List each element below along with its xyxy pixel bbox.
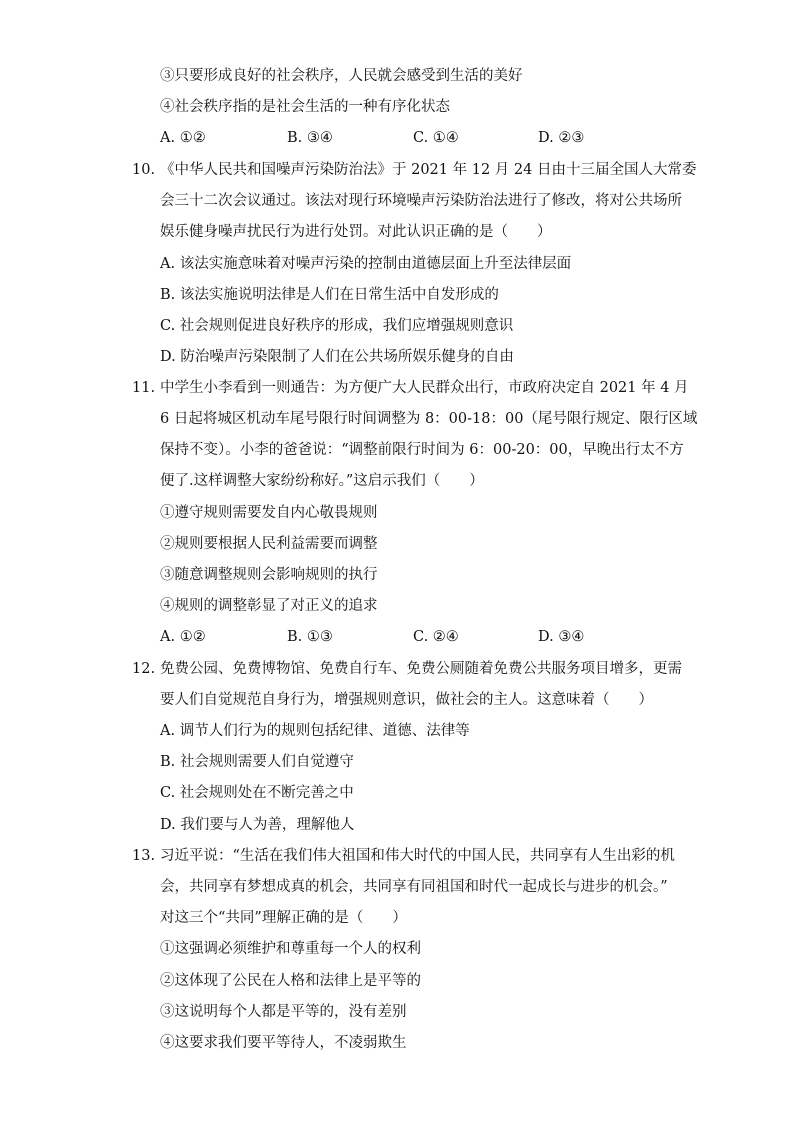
q11-option-d: D. ③④ — [538, 629, 585, 645]
q11-item-4: ④规则的调整彰显了对正义的追求 — [160, 598, 378, 614]
q13-stem-line-1: 习近平说：“生活在我们伟大祖国和伟大时代的中国人民，共同享有人生出彩的机 — [160, 848, 675, 864]
q11-option-b: B. ①③ — [287, 629, 333, 645]
q12-option-c: C. 社会规则处在不断完善之中 — [160, 785, 354, 801]
q10-stem-line-2: 会三十二次会议通过。该法对现行环境噪声污染防治法进行了修改，将对公共场所 — [160, 193, 682, 209]
q9-option-a: A. ①② — [160, 130, 206, 146]
q11-item-3: ③随意调整规则会影响规则的执行 — [160, 567, 378, 583]
q10-option-d: D. 防治噪声污染限制了人们在公共场所娱乐健身的自由 — [160, 349, 514, 365]
q11-stem-line-4: 便了.这样调整大家纷纷称好。”这启示我们（ ） — [160, 473, 484, 489]
q9-item-4: ④社会秩序指的是社会生活的一种有序化状态 — [160, 99, 450, 115]
q11-stem-line-3: 保持不变）。小李的爸爸说：“调整前限行时间为 6：00-20：00，早晚出行太不方 — [160, 442, 684, 458]
q13-item-1: ①这强调必须维护和尊重每一个人的权利 — [160, 941, 421, 957]
q12-option-d: D. 我们要与人为善，理解他人 — [160, 817, 355, 833]
q10-option-c: C. 社会规则促进良好秩序的形成，我们应增强规则意识 — [160, 318, 514, 334]
q10-option-b: B. 该法实施说明法律是人们在日常生活中自发形成的 — [160, 287, 499, 303]
q11-option-a: A. ①② — [160, 629, 206, 645]
q13-stem-line-2: 会，共同享有梦想成真的机会，共同享有同祖国和时代一起成长与进步的机会。” — [160, 879, 668, 895]
q10-stem-line-3: 娱乐健身噪声扰民行为进行处罚。对此认识正确的是（ ） — [160, 224, 552, 240]
q13-item-4: ④这要求我们要平等待人，不凌弱欺生 — [160, 1035, 407, 1051]
q11-item-2: ②规则要根据人民利益需要而调整 — [160, 536, 378, 552]
q10-option-a: A. 该法实施意味着对噪声污染的控制由道德层面上升至法律层面 — [160, 256, 572, 272]
q12-number: 12. — [132, 661, 156, 677]
q11-option-c: C. ②④ — [413, 629, 459, 645]
q10-number: 10. — [132, 162, 156, 178]
q11-item-1: ①遵守规则需要发自内心敬畏规则 — [160, 505, 378, 521]
q10-stem-line-1: 《中华人民共和国噪声污染防治法》于 2021 年 12 月 24 日由十三届全国人大常委 — [160, 162, 697, 178]
q12-option-b: B. 社会规则需要人们自觉遵守 — [160, 754, 354, 770]
q13-item-2: ②这体现了公民在人格和法律上是平等的 — [160, 973, 421, 989]
q11-number: 11. — [132, 380, 156, 396]
q11-stem-line-2: 6 日起将城区机动车尾号限行时间调整为 8：00-18：00（尾号限行规定、限行区域 — [160, 411, 698, 427]
q13-item-3: ③这说明每个人都是平等的，没有差别 — [160, 1004, 407, 1020]
q9-option-b: B. ③④ — [287, 130, 333, 146]
q12-option-a: A. 调节人们行为的规则包括纪律、道德、法律等 — [160, 723, 470, 739]
q9-item-3: ③只要形成良好的社会秩序，人民就会感受到生活的美好 — [160, 68, 523, 84]
q13-number: 13. — [132, 848, 156, 864]
q13-stem-line-3: 对这三个“共同”理解正确的是（ ） — [160, 910, 407, 926]
q9-option-d: D. ②③ — [538, 130, 585, 146]
q9-option-c: C. ①④ — [413, 130, 459, 146]
q12-stem-line-2: 要人们自觉规范自身行为，增强规则意识，做社会的主人。这意味着（ ） — [160, 692, 653, 708]
q11-stem-line-1: 中学生小李看到一则通告：为方便广大人民群众出行，市政府决定自 2021 年 4 月 — [160, 380, 689, 396]
q12-stem-line-1: 免费公园、免费博物馆、免费自行车、免费公厕随着免费公共服务项目增多，更需 — [160, 661, 682, 677]
